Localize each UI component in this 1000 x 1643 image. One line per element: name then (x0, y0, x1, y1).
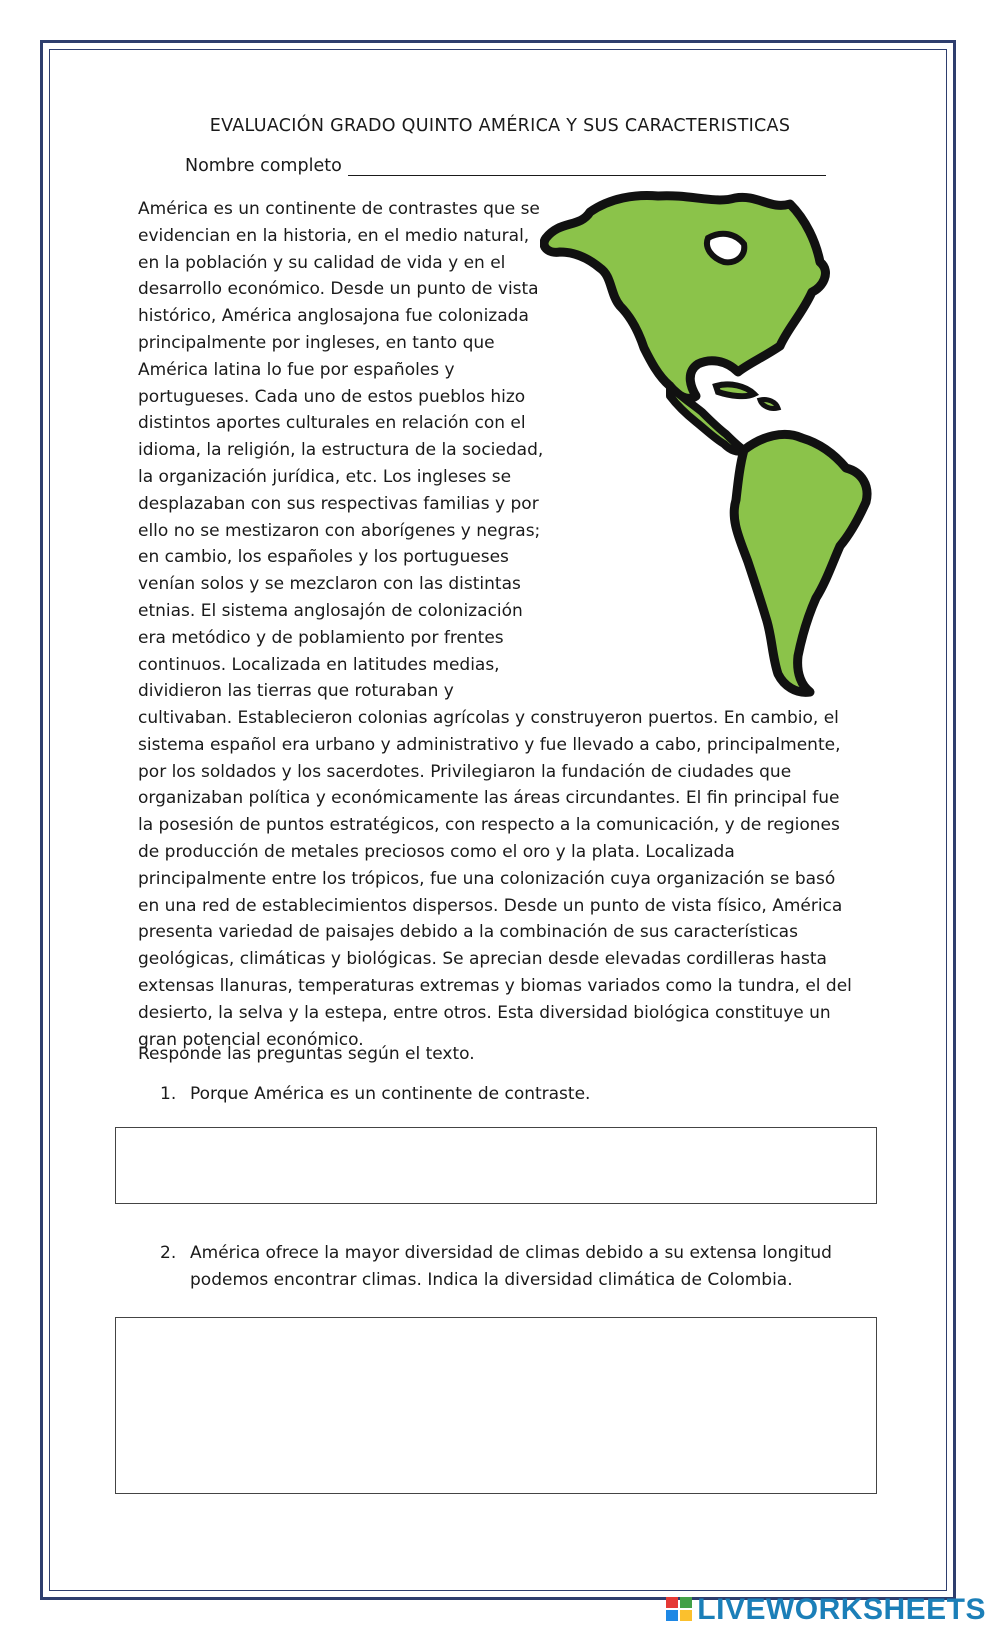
answer-box-2[interactable] (115, 1317, 877, 1494)
liveworksheets-grid-icon (666, 1597, 694, 1623)
answer-box-1[interactable] (115, 1127, 877, 1204)
intro-paragraph: América es un continente de contrastes que se evidencian en la historia, en el medio natural, en la población y su calidad de vida y en el desarrollo económico. Desde un punto de vista histórico, América anglosajona fue colonizada principalmente por ingleses, en tanto que América latina lo fue por españoles y portugueses. Cada uno de estos pueblos hizo distintos aportes culturales en relación con el idioma, la religión, la estructura de la sociedad, la organización jurídica, etc. Los ingleses se desplazaban con sus respectivas familias y por ello no se mestizaron con aborígenes y negras; en cambio, los españoles y los portugueses venían solos y se mezclaron con las distintas etnias. El sistema anglosajón de colonización era metódico y de poblamiento por frentes continuos. Localizada en latitudes medias, dividieron las tierras que roturaban y (138, 199, 544, 702)
question-number: 1. (160, 1084, 177, 1104)
body-paragraph: cultivaban. Establecieron colonias agrícolas y construyeron puertos. En cambio, el sistema español era urbano y administrativo y fue llevado a cabo, principalmente, por los soldados y los sacerdotes. Privilegiaron la fundación de ciudades que organizaban política y económicamente las áreas circundantes. El fin principal fue la posesión de puntos estratégicos, con respecto a la comunicación, y de regiones de producción de metales preciosos como el oro y la plata. Localizada principalmente entre los trópicos, fue una colonización cuya organización se basó en una red de establecimientos dispersos. Desde un punto de vista físico, América presenta variedad de paisajes debido a la combinación de sus características geológicas, climáticas y biológicas. Se aprecian desde elevadas cordilleras hasta extensas llanuras, temperaturas extremas y biomas variados como la tundra, el del desierto, la selva y la estepa, entre otros. Esta diversidad biológica constituye un gran potencial económico. (138, 708, 852, 1050)
brand-live-text: LIVE (697, 1593, 766, 1626)
south-america-shape (734, 434, 867, 692)
hudson-bay-shape (707, 234, 744, 263)
question-number: 2. (160, 1243, 177, 1263)
liveworksheets-logo (666, 1593, 986, 1627)
question-text: Porque América es un continente de contraste. (190, 1084, 591, 1104)
caribbean-islands-shape (716, 384, 754, 396)
worksheet-title: EVALUACIÓN GRADO QUINTO AMÉRICA Y SUS CARACTERISTICAS (209, 116, 791, 136)
question-1 (160, 1084, 840, 1104)
question-2 (160, 1240, 840, 1294)
instruction-text: Responde las preguntas según el texto. (138, 1044, 475, 1064)
question-text: América ofrece la mayor diversidad de climas debido a su extensa longitud podemos encontrar climas. Indica la diversidad climática de Colombia. (190, 1243, 832, 1290)
brand-worksheets-text: WORKSHEETS (765, 1593, 986, 1626)
name-label: Nombre completo (185, 156, 342, 176)
name-row (185, 156, 826, 176)
americas-map-image (540, 190, 920, 700)
north-america-shape (544, 196, 826, 399)
name-input-line[interactable] (348, 157, 826, 176)
